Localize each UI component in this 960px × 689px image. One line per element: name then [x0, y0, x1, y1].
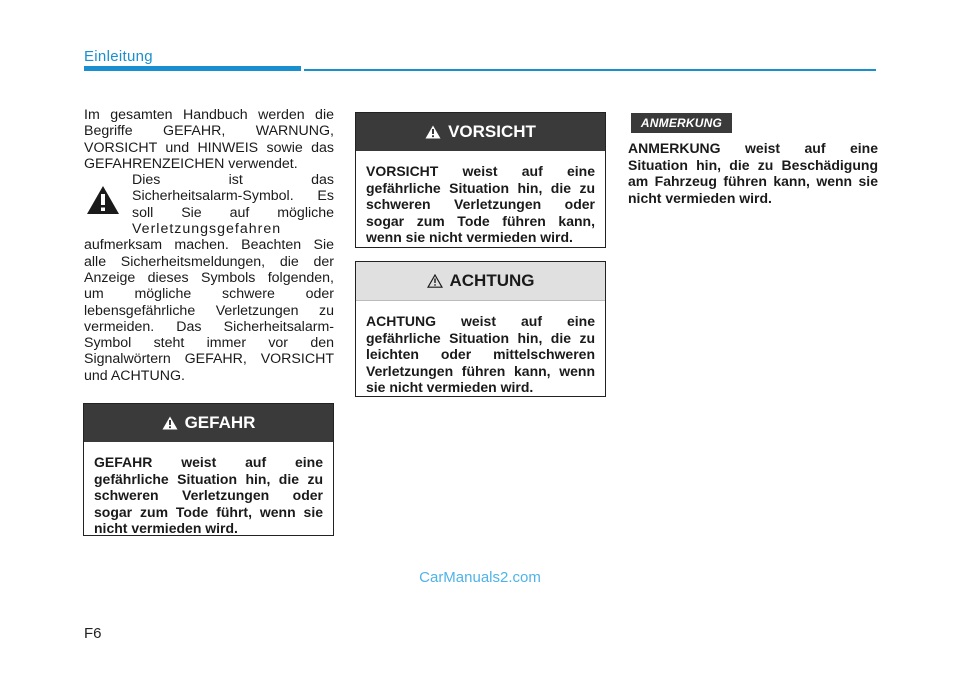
safety-line: Sicherheitsalarm-Symbol. Es [132, 188, 334, 205]
vorsicht-title: VORSICHT [448, 122, 536, 141]
section-title: Einleitung [84, 48, 153, 65]
vorsicht-header [356, 113, 605, 151]
safety-line: und ACHTUNG. [84, 367, 185, 384]
warning-triangle-icon [425, 125, 441, 139]
safety-line: Anzeige dieses Symbols folgenden, [84, 269, 334, 286]
safety-line: soll Sie auf mögliche [132, 204, 334, 221]
gefahr-text: GEFAHR weist auf eine gefährliche Situation hin, die zu schweren Verletzungen oder sogar zum Tode führt, wenn sie nicht vermieden wird. [94, 454, 323, 536]
anmerkung-badge: ANMERKUNG [631, 113, 732, 133]
intro-line: Begriffe GEFAHR, WARNUNG, [84, 123, 334, 140]
achtung-box [355, 261, 606, 397]
warning-triangle-outline-icon [427, 274, 443, 288]
header-rule-thin [304, 69, 876, 71]
safety-line: vermeiden. Das Sicherheitsalarm- [84, 318, 334, 335]
safety-line: Dies ist das [132, 172, 334, 189]
safety-line: aufmerksam machen. Beachten Sie [84, 237, 334, 254]
vorsicht-text: VORSICHT weist auf eine gefährliche Situation hin, die zu schweren Verletzungen oder sogar zum Tode führen kann, wenn sie nicht vermieden wird. [366, 163, 595, 245]
safety-line: um mögliche schwere oder [84, 286, 334, 303]
achtung-text: ACHTUNG weist auf eine gefährliche Situation hin, die zu leichten oder mittelschweren Verletzungen führen kann, wenn sie nicht vermieden wird. [366, 313, 595, 395]
intro-line: Im gesamten Handbuch werden die [84, 107, 334, 123]
vorsicht-box [355, 112, 606, 248]
watermark: CarManuals2.com [419, 569, 541, 586]
gefahr-header [84, 404, 333, 442]
safety-line: Verletzungsgefahren [132, 221, 282, 238]
intro-column [84, 107, 334, 384]
achtung-title: ACHTUNG [449, 271, 535, 290]
safety-symbol-row [84, 172, 334, 237]
gefahr-title: GEFAHR [184, 413, 256, 432]
achtung-header [356, 262, 605, 301]
safety-line: Signalwörtern GEFAHR, VORSICHT [84, 351, 334, 368]
safety-symbol-text [132, 172, 334, 237]
intro-line: GEFAHRENZEICHEN verwendet. [84, 155, 298, 172]
anmerkung-text: ANMERKUNG weist auf eine Situation hin, die zu Beschädigung am Fahrzeug führen kann, wenn sie nicht vermieden wird. [628, 140, 878, 206]
warning-triangle-icon [162, 416, 178, 430]
gefahr-box [83, 403, 334, 536]
warning-triangle-icon [84, 172, 122, 237]
safety-line: Symbol steht immer vor den [84, 335, 334, 352]
safety-line: lebensgefährliche Verletzungen zu [84, 302, 334, 319]
safety-line: alle Sicherheitsmeldungen, die der [84, 253, 334, 270]
intro-line: VORSICHT und HINWEIS sowie das [84, 139, 334, 156]
header-rule-thick [84, 66, 301, 71]
page-number: F6 [84, 625, 102, 642]
